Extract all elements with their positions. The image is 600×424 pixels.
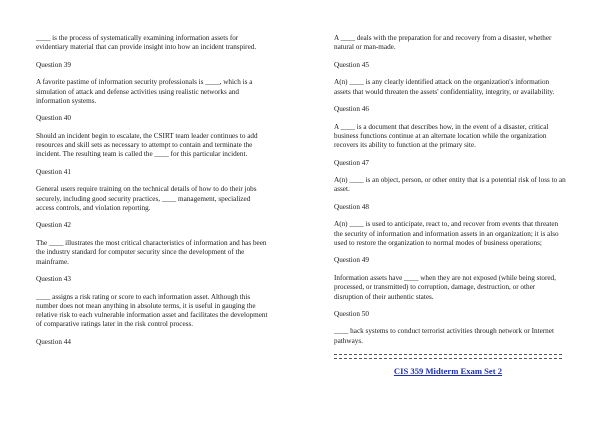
question-43-label: Question 43 <box>36 275 71 284</box>
question-49-text: Information assets have ____ when they are not exposed (while being stored, processed, or transmitted) to corruption, damage, destruction, or other disruption of their authentic states. <box>334 273 556 301</box>
question-50-text: ____ hack systems to conduct terrorist activities through network or Internet pathways. <box>334 327 554 345</box>
question-38-text: ____ is the process of systematically examining information assets for evidentiary material that can provide insight into how an incident transpired. <box>36 34 257 52</box>
left-column <box>36 34 268 355</box>
question-39-label: Question 39 <box>36 60 71 69</box>
question-43-text: ____ assigns a risk rating or score to each information asset. Although this number does not mean anything in absolute terms, it is useful in gauging the relative risk to each vulnerable information asset and facilitates the development of comparative ratings later in the risk control process. <box>36 292 268 329</box>
question-50-label: Question 50 <box>334 310 369 318</box>
question-41-label: Question 41 <box>36 167 71 176</box>
question-40-label: Question 40 <box>36 114 71 123</box>
question-48-label: Question 48 <box>334 202 369 211</box>
question-44-text: A ____ deals with the preparation for and recovery from a disaster, whether natural or man-made. <box>334 34 552 52</box>
question-40-text: Should an incident begin to escalate, the CSIRT team leader continues to add resources and skill sets as necessary to attempt to contain and terminate the incident. The resulting team is called the ____ for this particular incident. <box>36 131 258 159</box>
question-49-label: Question 49 <box>334 256 369 265</box>
question-42-label: Question 42 <box>36 221 71 230</box>
question-48-text: A(n) ____ is used to anticipate, react to, and recover from events that threaten the security of information and information assets in an organization; it is also used to restore the organization to normal modes of business operations; <box>334 220 559 247</box>
question-46-text: A ____ is a document that describes how, in the event of a disaster, critical business functions continue at an alternate location while the organization recovers its ability to function at the primary site. <box>334 122 549 150</box>
question-45-label: Question 45 <box>334 60 369 69</box>
question-47-label: Question 47 <box>334 158 369 167</box>
exam-set-link[interactable]: CIS 359 Midterm Exam Set 2 <box>393 366 503 377</box>
question-46-label: Question 46 <box>334 105 369 114</box>
question-41-text: General users require training on the technical details of how to do their jobs securely, including good security practices, ____ management, specialized access controls, and violation reporting. <box>36 185 257 212</box>
question-44-label: Question 44 <box>36 337 71 346</box>
question-42-text: The ____ illustrates the most critical characteristics of information and has been the industry standard for computer security since the development of the mainframe. <box>36 238 267 266</box>
question-45-text: A(n) ____ is any clearly identified attack on the organization's information assets that would threaten the assets' confidentiality, integrity, or availability. <box>334 78 555 96</box>
question-39-text: A favorite pastime of information security professionals is ____, which is a simulation of attack and defense activities using realistic networks and information systems. <box>36 78 253 105</box>
question-47-text: A(n) ____ is an object, person, or other entity that is a potential risk of loss to an asset. <box>334 176 566 194</box>
dashed-divider <box>334 354 562 359</box>
right-column <box>334 34 566 377</box>
